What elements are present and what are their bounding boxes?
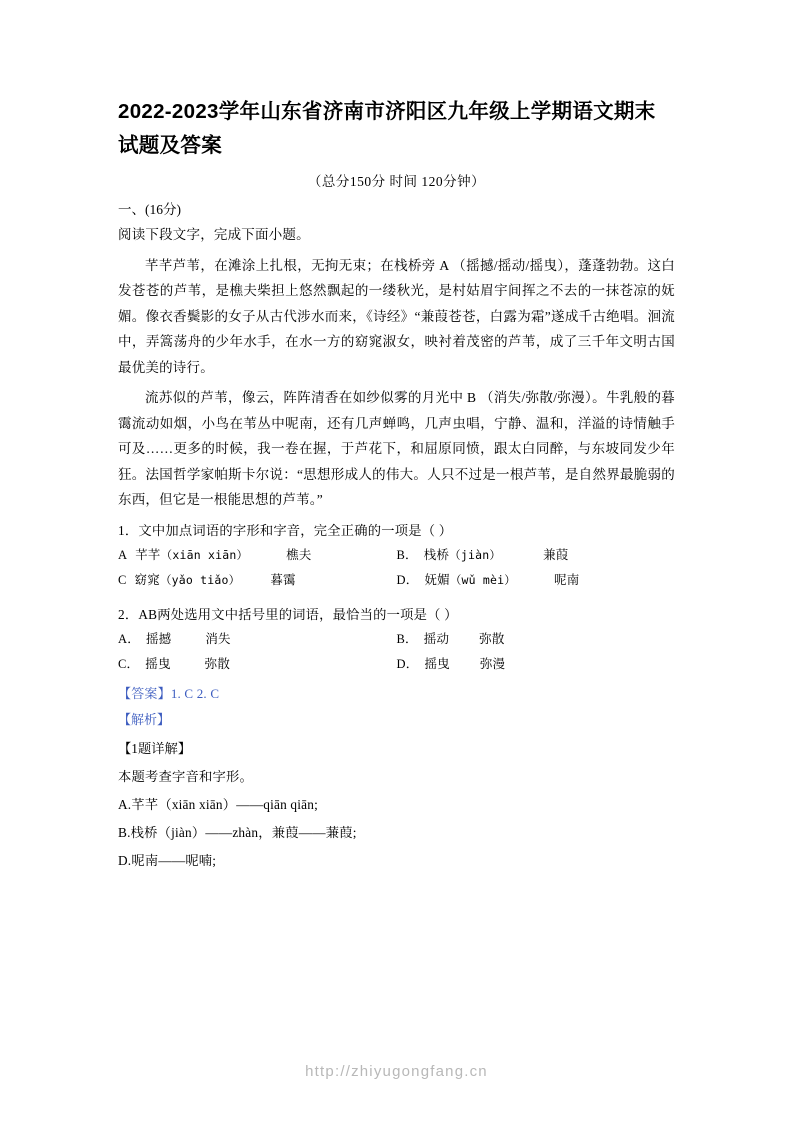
question-1-options-row-1: [118, 543, 675, 568]
detail-line-3: B.栈桥（jiàn）——zhàn，兼葭——蒹葭;: [118, 824, 357, 840]
detail-line-1: 本题考查字音和字形。: [118, 768, 253, 784]
q2-option-B-label: B．: [396, 631, 418, 646]
q2-option-A-label: A．: [118, 631, 140, 646]
option-D[interactable]: [397, 568, 676, 593]
passage-paragraph-2: 流苏似的芦苇，像云，阵阵清香在如纱似雾的月光中 B （消失/弥散/弥漫）。牛乳般的暮霭流动如烟，小鸟在苇丛中呢南，还有几声蝉鸣，几声虫唱，宁静、温和，洋溢的诗情触手可及……更多的时候，我一卷在握，于芦花下，和屈原同愤，跟太白同醉，与东坡同发少年狂。法国哲学家帕斯卡尔说：“思想形成人的伟大。人只不过是一根芦苇，是自然界最脆弱的东西，但它是一根能思想的芦苇。”: [118, 390, 675, 507]
q2-option-A-first: 摇撼: [145, 631, 172, 646]
q2-option-B-first: 摇动: [423, 631, 450, 646]
q2-option-A[interactable]: [118, 627, 397, 652]
answer-tag: 【答案】: [118, 685, 171, 701]
section-heading: 一、(16分): [118, 202, 181, 217]
q2-option-B-second: 弥散: [479, 631, 505, 646]
q2-option-D-label: D．: [396, 656, 419, 671]
answer-block: [118, 681, 675, 707]
analysis-tag: 【解析】: [118, 711, 171, 727]
q2-option-C-label: C．: [118, 656, 140, 671]
option-A-word2: 樵夫: [286, 547, 312, 562]
exam-meta: （总分150分 时间 120分钟）: [307, 174, 486, 189]
option-D-word2: 呢南: [554, 572, 580, 587]
detail-line-4: D.呢南——呢喃;: [118, 852, 217, 868]
q2-option-A-second: 消失: [205, 631, 231, 646]
q2-option-D-first: 摇曳: [424, 656, 450, 671]
q2-option-D-second: 弥漫: [479, 656, 506, 671]
q2-option-D[interactable]: [397, 652, 676, 677]
option-B[interactable]: [397, 543, 676, 568]
q2-option-C[interactable]: [118, 652, 397, 677]
question-1-stem: 1．文中加点词语的字形和字音，完全正确的一项是（ ）: [118, 522, 453, 538]
instruction-text: 阅读下段文字，完成下面小题。: [118, 227, 310, 242]
option-C-word: 窈窕: [134, 572, 160, 587]
question-2-stem: 2．AB两处选用文中括号里的词语，最恰当的一项是（ ）: [118, 606, 458, 622]
option-C-word2: 暮霭: [270, 572, 296, 587]
option-A-word: 芊芊: [135, 547, 161, 562]
option-B-word2: 兼葭: [543, 547, 569, 562]
option-A[interactable]: [118, 543, 397, 568]
option-B-pinyin: （jiàn）: [449, 547, 502, 562]
question-2-options-row-2: [118, 652, 675, 677]
passage-paragraph-1: 芊芊芦苇，在滩涂上扎根，无拘无束；在栈桥旁 A （摇撼/摇动/摇曳），蓬蓬勃勃。这白发苍苍的芦苇，是樵夫柴担上悠然飘起的一缕秋光，是村姑眉宇间挥之不去的一抹苍凉的妩媚。像衣香鬓影的女子从古代涉水而来，《诗经》“兼葭苍苍，白露为霜”遂成千古绝唱。洄流中，弄篙荡舟的少年水手，在水一方的窈窕淑女，映衬着茂密的芦苇，成了三千年文明古国最优美的诗行。: [118, 257, 675, 375]
option-A-label: A: [118, 547, 128, 562]
option-B-label: B．: [396, 547, 418, 562]
answer-body: 1. C 2. C: [170, 685, 220, 701]
page-title: 2022-2023学年山东省济南市济阳区九年级上学期语文期末试题及答案: [118, 100, 656, 157]
option-D-label: D．: [396, 572, 419, 587]
q2-option-C-first: 摇曳: [145, 656, 171, 671]
option-D-pinyin: （wǔ mèi）: [449, 572, 516, 587]
option-D-word: 妩媚: [424, 572, 450, 587]
option-C-pinyin: （yǎo tiǎo）: [159, 572, 241, 587]
option-C[interactable]: [118, 568, 397, 593]
watermark: http://zhiyugongfang.cn: [305, 1063, 488, 1080]
option-A-pinyin: （xiān xiān）: [160, 547, 249, 562]
detail-line-2: A.芊芊（xiān xiān）——qiān qiān;: [118, 796, 319, 812]
detail-heading: 【1题详解】: [118, 740, 192, 756]
question-2-options-row-1: [118, 627, 675, 652]
question-1-options-row-2: [118, 568, 675, 593]
q2-option-B[interactable]: [397, 627, 676, 652]
q2-option-C-second: 弥散: [204, 656, 231, 671]
option-C-label: C: [118, 572, 127, 587]
option-B-word: 栈桥: [423, 547, 450, 562]
